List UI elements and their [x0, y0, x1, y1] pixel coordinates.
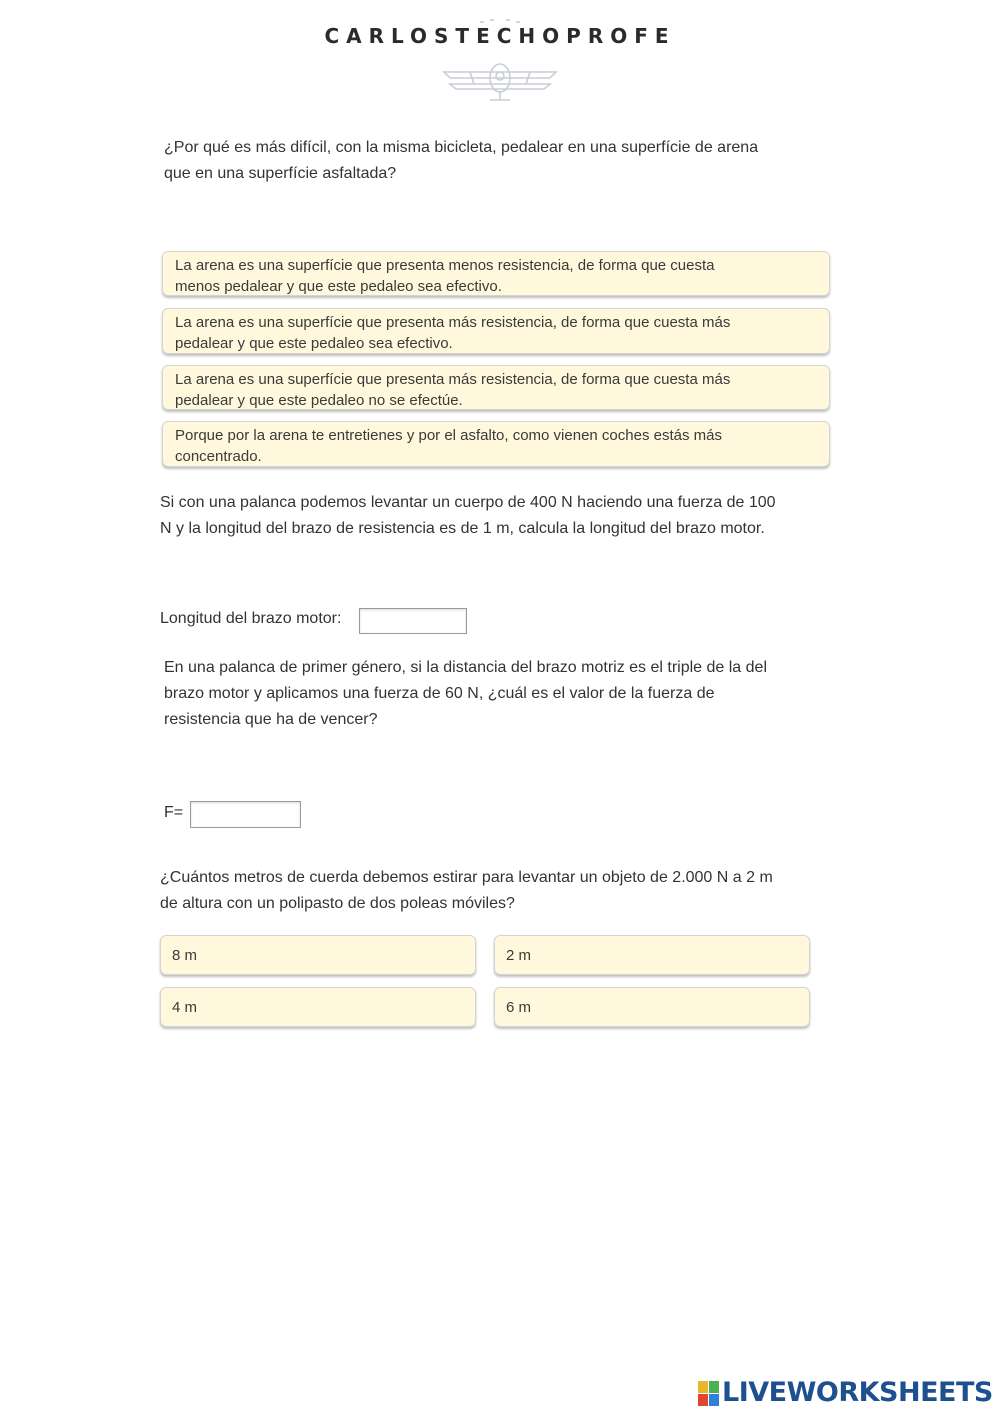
brazo-motor-label: Longitud del brazo motor: — [160, 610, 342, 627]
question-4-text: ¿Cuántos metros de cuerda debemos estirar para levantar un objeto de 2.000 N a 2 m de altura con un polipasto de dos poleas móviles? — [160, 869, 773, 912]
liveworksheets-logo-icon — [698, 1381, 720, 1407]
question-4-choice-6m[interactable]: 6 m — [494, 987, 810, 1027]
question-1-option-2[interactable]: La arena es una superfície que presenta más resistencia, de forma que cuesta más pedalear y que este pedaleo sea efectivo. — [162, 308, 830, 354]
question-3-text: En una palanca de primer género, si la distancia del brazo motriz es el triple de la del brazo motor y aplicamos una fuerza de 60 N, ¿cuál es el valor de la fuerza de resistencia que ha de vencer? — [164, 659, 767, 728]
liveworksheets-logo-text: LIVEWORKSHEETS — [722, 1377, 993, 1408]
brand-title: CARLOSTECHOPROFE — [324, 24, 676, 48]
question-2-text: Si con una palanca podemos levantar un cuerpo de 400 N haciendo una fuerza de 100 N y la longitud del brazo de resistencia es de 1 m, calcula la longitud del brazo motor. — [160, 494, 776, 537]
force-label: F= — [164, 804, 184, 821]
question-4-choice-2m[interactable]: 2 m — [494, 935, 810, 975]
question-1-option-3[interactable]: La arena es una superfície que presenta más resistencia, de forma que cuesta más pedalear y que este pedaleo no se efectúe. — [162, 365, 830, 410]
question-1-option-1[interactable]: La arena es una superfície que presenta menos resistencia, de forma que cuesta menos pedalear y que este pedaleo sea efectivo. — [162, 251, 830, 296]
question-1-option-4[interactable]: Porque por la arena te entretienes y por el asfalto, como vienen coches estás más concentrado. — [162, 421, 830, 467]
question-4-choice-8m[interactable]: 8 m — [160, 935, 476, 975]
question-4-choice-4m[interactable]: 4 m — [160, 987, 476, 1027]
force-input[interactable] — [190, 801, 301, 828]
brazo-motor-input[interactable] — [359, 608, 467, 634]
question-1-text: ¿Por qué es más difícil, con la misma bicicleta, pedalear en una superfície de arena que en una superfície asfaltada? — [164, 139, 759, 182]
